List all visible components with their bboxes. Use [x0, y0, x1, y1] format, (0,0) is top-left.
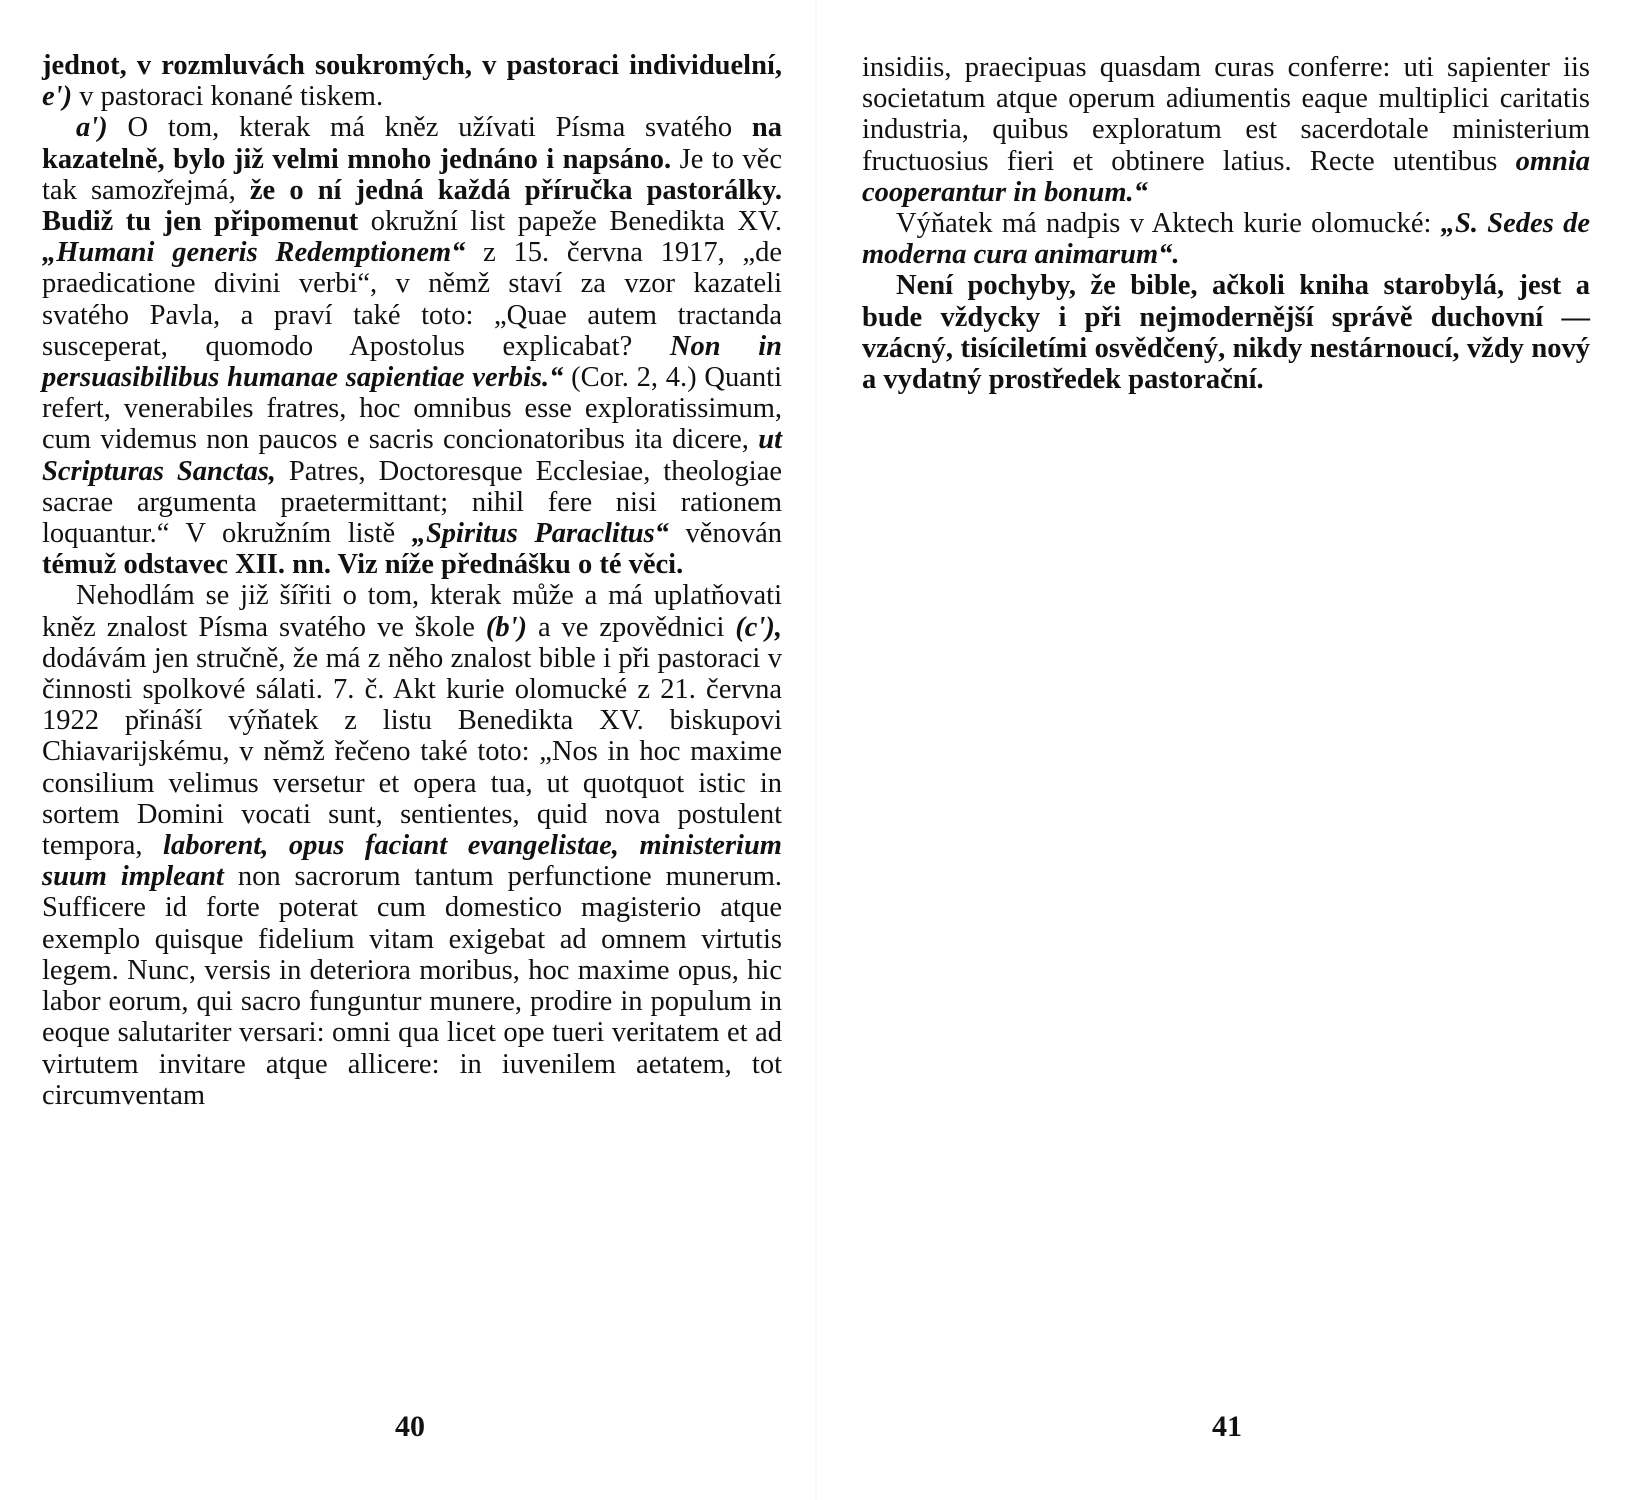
page-number: 40	[395, 1410, 425, 1443]
text-segment: ut Scripturas Sanctas,	[42, 424, 782, 487]
left-page-text	[42, 50, 782, 1111]
text-segment: „S. Sedes de moderna cura animarum“.	[862, 208, 1590, 271]
text-segment: Nehodlám se již šířiti o tom, kterak může a má uplatňovati kněz znalost Písma svatého ve škole	[42, 580, 782, 643]
paragraph	[42, 112, 782, 580]
text-segment: že o ní jedná každá příručka pastorálky. Budiž tu jen připomenut	[42, 174, 782, 238]
text-segment: jednot, v rozmluvách soukromých, v pastoraci individuelní,	[42, 50, 782, 81]
text-segment: Není pochyby, že bible, ačkoli kniha starobylá, jest a bude vždycky i při nejmodernější správě duchovní — vzácný, tisíciletími osvědčený, nikdy nestárnoucí, vždy nový a vydatný prostředek pastorační.	[862, 270, 1590, 396]
text-segment: e')	[42, 81, 73, 113]
text-segment: z 15. června 1917, „de praedicatione divini verbi“, v němž staví za vzor kazateli svatého Pavla, a praví také toto: „Quae autem tractanda susceperat, quomodo Apostolus explicabat?	[42, 237, 783, 362]
text-segment: Výňatek má nadpis v Aktech kurie olomucké:	[896, 208, 1441, 240]
right-page-text	[862, 52, 1590, 395]
text-segment: O tom, kterak má kněz užívati Písma svatého	[107, 112, 752, 144]
text-segment: (b')	[485, 611, 528, 643]
text-segment: témuž odstavec XII. nn. Viz níže přednášku o té věci.	[42, 549, 684, 581]
text-segment: věnován	[668, 518, 782, 550]
paragraph	[862, 208, 1590, 270]
text-segment: „Humani generis Redemptionem“	[42, 237, 466, 269]
paragraph	[42, 50, 782, 112]
text-segment: dodávám jen stručně, že má z něho znalost bible i při pastoraci v činnosti spolkové sálati. 7. č. Akt kurie olomucké z 21. června 1922 přináší výňatek z listu Benedikta XV. biskupovi Chiavarijskému, v němž řečeno také toto: „Nos in hoc maxime consilium velimus versetur et opera tua, ut quotquot istic in sortem Domini vocati sunt, sentientes, quid nova postulent tempora,	[42, 642, 782, 862]
text-segment: non sacrorum tantum perfunctione munerum. Sufficere id forte poterat cum domestico magisterio atque exemplo quisque fidelium vitam exigebat ad omnem virtutis legem. Nunc, versis in deteriora moribus, hoc maxime opus, hic labor eorum, qui sacro funguntur munere, prodire in populum in eoque salutariter versari: omni qua licet ope tueri veritatem et ad virtutem invitare atque allicere: in iuvenilem aetatem, tot circumventam	[42, 861, 782, 1111]
text-segment: „Spiritus Paraclitus“	[411, 518, 669, 550]
text-segment: insidiis, praecipuas quasdam curas conferre: uti sapienter iis societatum atque operum adiumentis eaque multiplici caritatis industria, quibus exploratum est sacerdotale ministerium fructuosius fieri et obtinere latius. Recte utentibus	[862, 52, 1590, 177]
paragraph	[862, 270, 1590, 395]
text-segment: laborent, opus faciant evangelistae, ministerium suum impleant	[42, 830, 782, 893]
text-segment: okružní list papeže Benedikta XV.	[358, 206, 782, 238]
right-page	[816, 0, 1632, 1500]
text-segment: Non in persuasibilibus humanae sapientiae verbis.“	[42, 330, 782, 394]
text-segment: v pastoraci konané tiskem.	[72, 81, 384, 113]
text-segment: (c'),	[735, 611, 782, 643]
text-segment: na kazatelně, bylo již velmi mnoho jednáno i napsáno.	[42, 112, 782, 175]
paragraph	[42, 580, 782, 1110]
text-segment: a')	[76, 112, 108, 144]
text-segment: omnia cooperantur in bonum.“	[862, 145, 1590, 208]
paragraph	[862, 52, 1590, 208]
text-segment: Je to věc tak samozřejmá,	[42, 143, 782, 206]
text-segment: Patres, Doctoresque Ecclesiae, theologiae sacrae argumenta praetermittant; nihil fere nisi rationem loquantur.“ V okružním listě	[42, 455, 783, 550]
text-segment: a ve zpovědnici	[527, 611, 736, 643]
text-segment: (Cor. 2, 4.) Quanti refert, venerabiles fratres, hoc omnibus esse exploratissimum, cum videmus non paucos e sacris concionatoribus ita dicere,	[42, 362, 782, 456]
page-number: 41	[1212, 1410, 1242, 1443]
